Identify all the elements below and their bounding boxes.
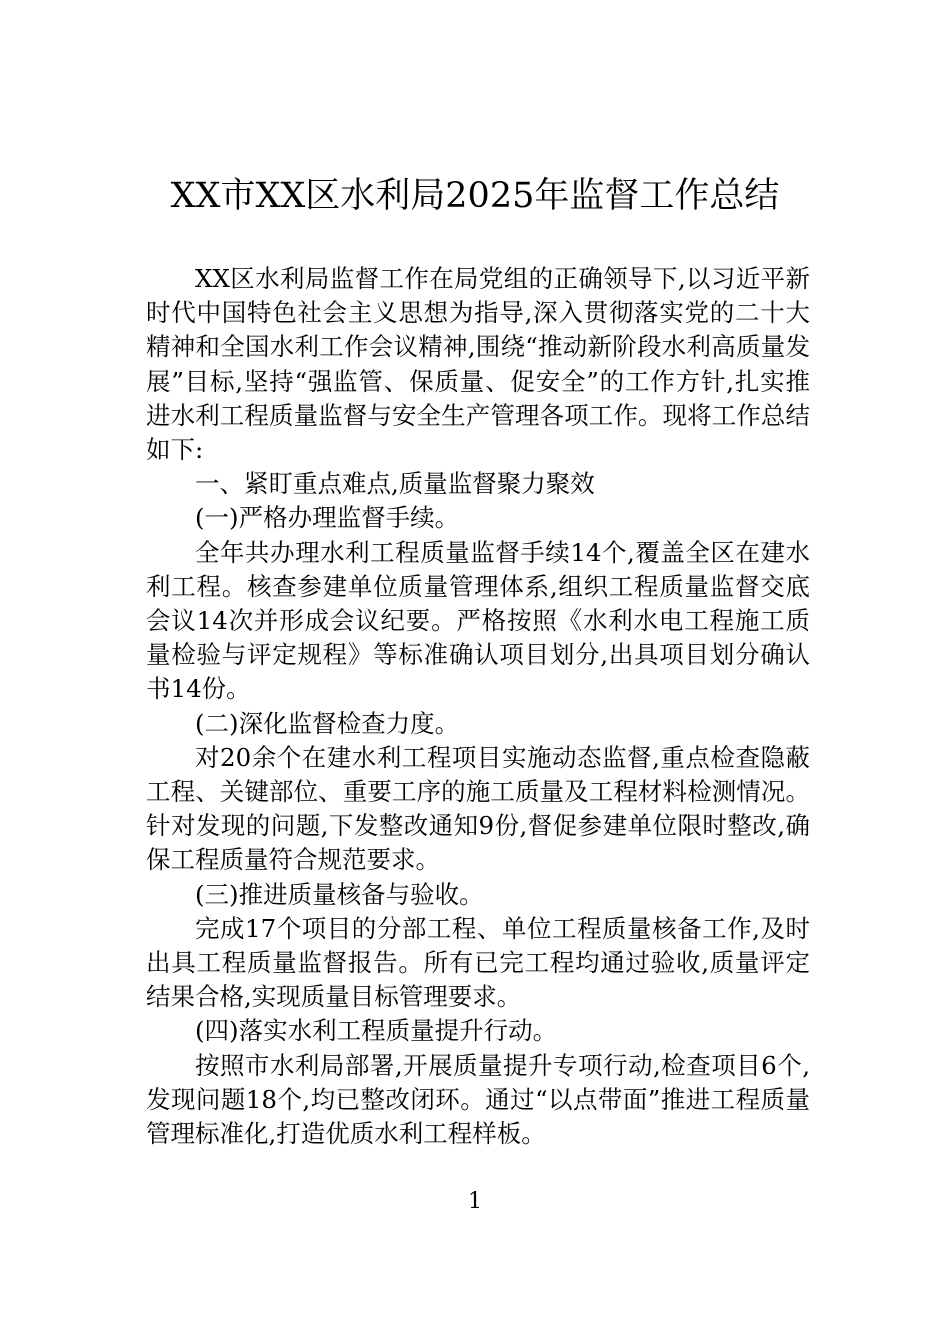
section-heading-1: 一、紧盯重点难点,质量监督聚力聚效	[195, 469, 595, 499]
page-number: 1	[468, 1189, 482, 1214]
body-paragraph: 完成17个项目的分部工程、单位工程质量核备工作,及时出具工程质量监督报告。所有已完工程均通过验收,质量评定结果合格,实现质量目标管理要求。	[146, 913, 810, 1012]
body-paragraph: 对20余个在建水利工程项目实施动态监督,重点检查隐蔽工程、关键部位、重要工序的施工质量及工程材料检测情况。针对发现的问题,下发整改通知9份,督促参建单位限时整改,确保工程质量符合规范要求。	[146, 742, 810, 875]
subsection-heading-1: (一)严格办理监督手续。	[195, 503, 460, 533]
subsection-heading-2: (二)深化监督检查力度。	[195, 708, 460, 738]
body-paragraph: 按照市水利局部署,开展质量提升专项行动,检查项目6个,发现问题18个,均已整改闭环。通过“以点带面”推进工程质量管理标准化,打造优质水利工程样板。	[146, 1050, 810, 1149]
subsection-heading-4: (四)落实水利工程质量提升行动。	[195, 1016, 558, 1046]
body-paragraph: 全年共办理水利工程质量监督手续14个,覆盖全区在建水利工程。核查参建单位质量管理体系,组织工程质量监督交底会议14次并形成会议纪要。严格按照《水利水电工程施工质量检验与评定规程》等标准确认项目划分,出具项目划分确认书14份。	[146, 537, 810, 704]
intro-paragraph: XX区水利局监督工作在局党组的正确领导下,以习近平新时代中国特色社会主义思想为指导,深入贯彻落实党的二十大精神和全国水利工作会议精神,围绕“推动新阶段水利高质量发展”目标,坚持“强监管、保质量、促安全”的工作方针,扎实推进水利工程质量监督与安全生产管理各项工作。现将工作总结如下:	[146, 264, 810, 465]
document-body	[146, 262, 810, 1151]
subsection-heading-3: (三)推进质量核备与验收。	[195, 879, 484, 909]
document-title: XX市XX区水利局2025年监督工作总结	[170, 176, 780, 216]
